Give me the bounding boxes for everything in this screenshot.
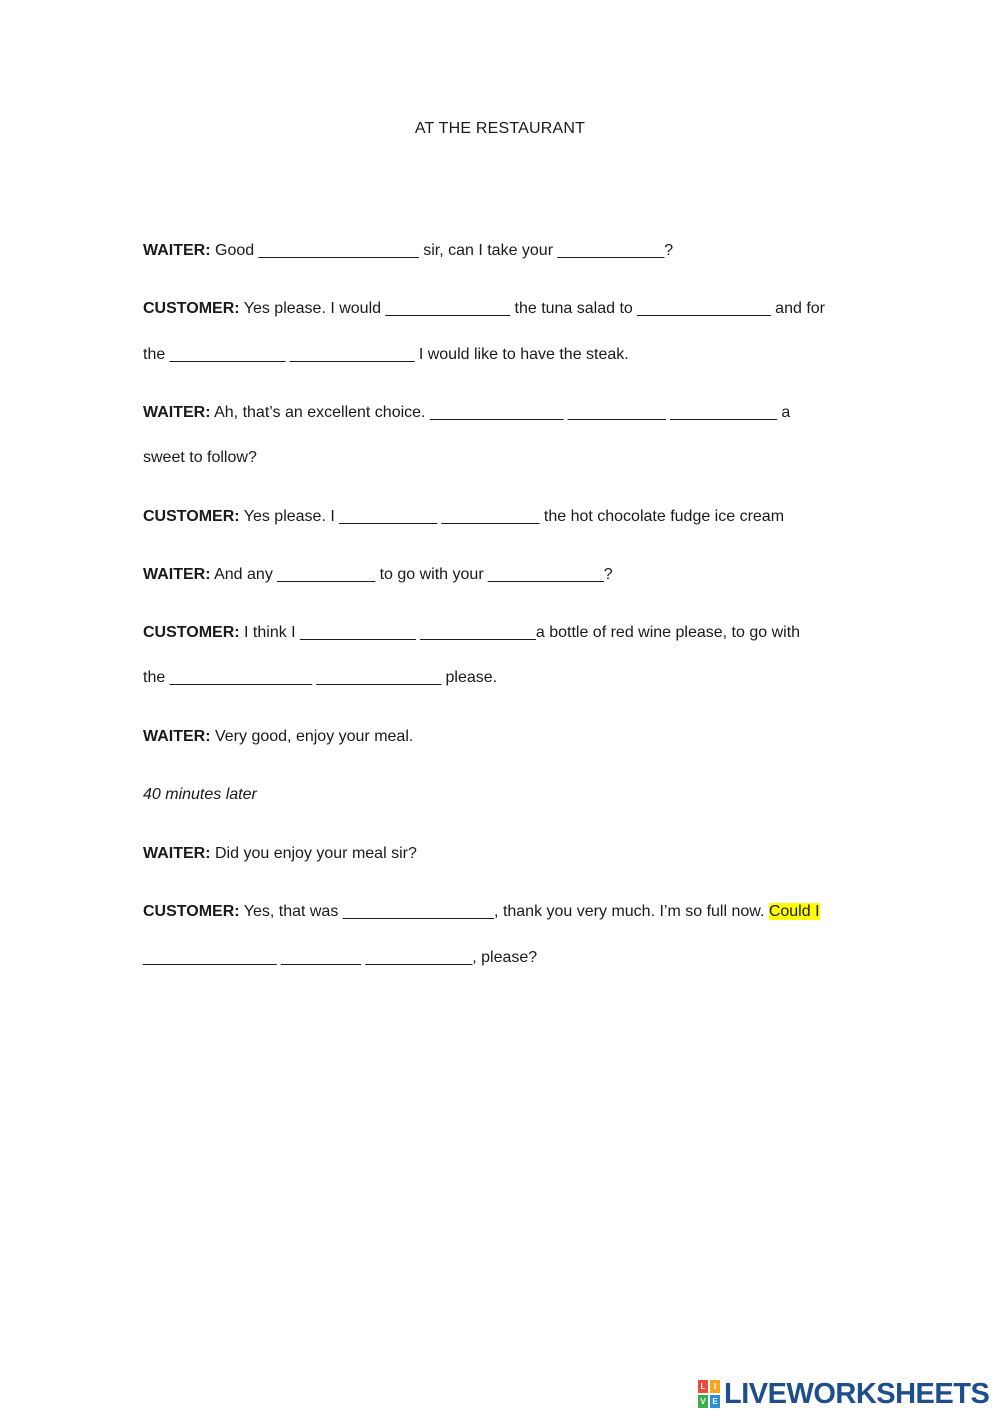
- dialogue-line-10: [143, 726, 413, 748]
- dialogue-line-5: [143, 447, 257, 469]
- logo-text: LIVEWORKSHEETS: [724, 1377, 990, 1410]
- dialogue-text: Yes please. I ___________ ___________ the hot chocolate fudge ice cream: [239, 508, 785, 525]
- speaker-label: WAITER:: [143, 845, 211, 862]
- dialogue-text: Yes please. I would ______________ the tuna salad to _______________ and for: [239, 300, 825, 317]
- speaker-label: WAITER:: [143, 728, 211, 745]
- speaker-label: WAITER:: [143, 242, 211, 259]
- dialogue-line-13: [143, 901, 820, 923]
- dialogue-text: Yes, that was _________________, thank you very much. I’m so full now.: [239, 903, 769, 920]
- liveworksheets-logo: [698, 1377, 990, 1410]
- dialogue-line-4: [143, 402, 790, 424]
- dialogue-line-2: [143, 298, 825, 320]
- logo-letter: V: [698, 1395, 708, 1408]
- stage-direction: [143, 784, 257, 806]
- dialogue-line-9: [143, 667, 497, 689]
- logo-mark-icon: [698, 1380, 720, 1408]
- dialogue-line-3: [143, 344, 629, 366]
- speaker-label: CUSTOMER:: [143, 508, 240, 525]
- dialogue-line-6: [143, 506, 784, 528]
- dialogue-text: Did you enjoy your meal sir?: [210, 845, 417, 862]
- dialogue-line-12: [143, 843, 417, 865]
- dialogue-text: 40 minutes later: [143, 786, 257, 803]
- dialogue-text: I think I _____________ _____________a bottle of red wine please, to go with: [239, 624, 801, 641]
- page-title: AT THE RESTAURANT: [414, 120, 586, 137]
- dialogue-text: sweet to follow?: [143, 449, 257, 466]
- logo-letter: L: [698, 1380, 708, 1393]
- speaker-label: WAITER:: [143, 566, 211, 583]
- logo-letter: I: [710, 1380, 720, 1393]
- dialogue-line-1: [143, 240, 673, 262]
- dialogue-line-7: [143, 564, 613, 586]
- logo-letter: E: [710, 1395, 720, 1408]
- dialogue-line-14: [143, 947, 537, 969]
- highlighted-text: Could I: [768, 903, 820, 920]
- speaker-label: CUSTOMER:: [143, 300, 240, 317]
- dialogue-text: the _____________ ______________ I would like to have the steak.: [143, 346, 629, 363]
- speaker-label: CUSTOMER:: [143, 903, 240, 920]
- dialogue-text: _______________ _________ ____________, please?: [143, 949, 538, 966]
- dialogue-text: Good __________________ sir, can I take your ____________?: [210, 242, 674, 259]
- speaker-label: CUSTOMER:: [143, 624, 240, 641]
- speaker-label: WAITER:: [143, 404, 211, 421]
- dialogue-text: Very good, enjoy your meal.: [210, 728, 414, 745]
- dialogue-text: Ah, that’s an excellent choice. _______________ ___________ ____________ a: [210, 404, 791, 421]
- dialogue-line-8: [143, 622, 800, 644]
- dialogue-text: the ________________ ______________ please.: [143, 669, 498, 686]
- dialogue-text: And any ___________ to go with your _____________?: [210, 566, 613, 583]
